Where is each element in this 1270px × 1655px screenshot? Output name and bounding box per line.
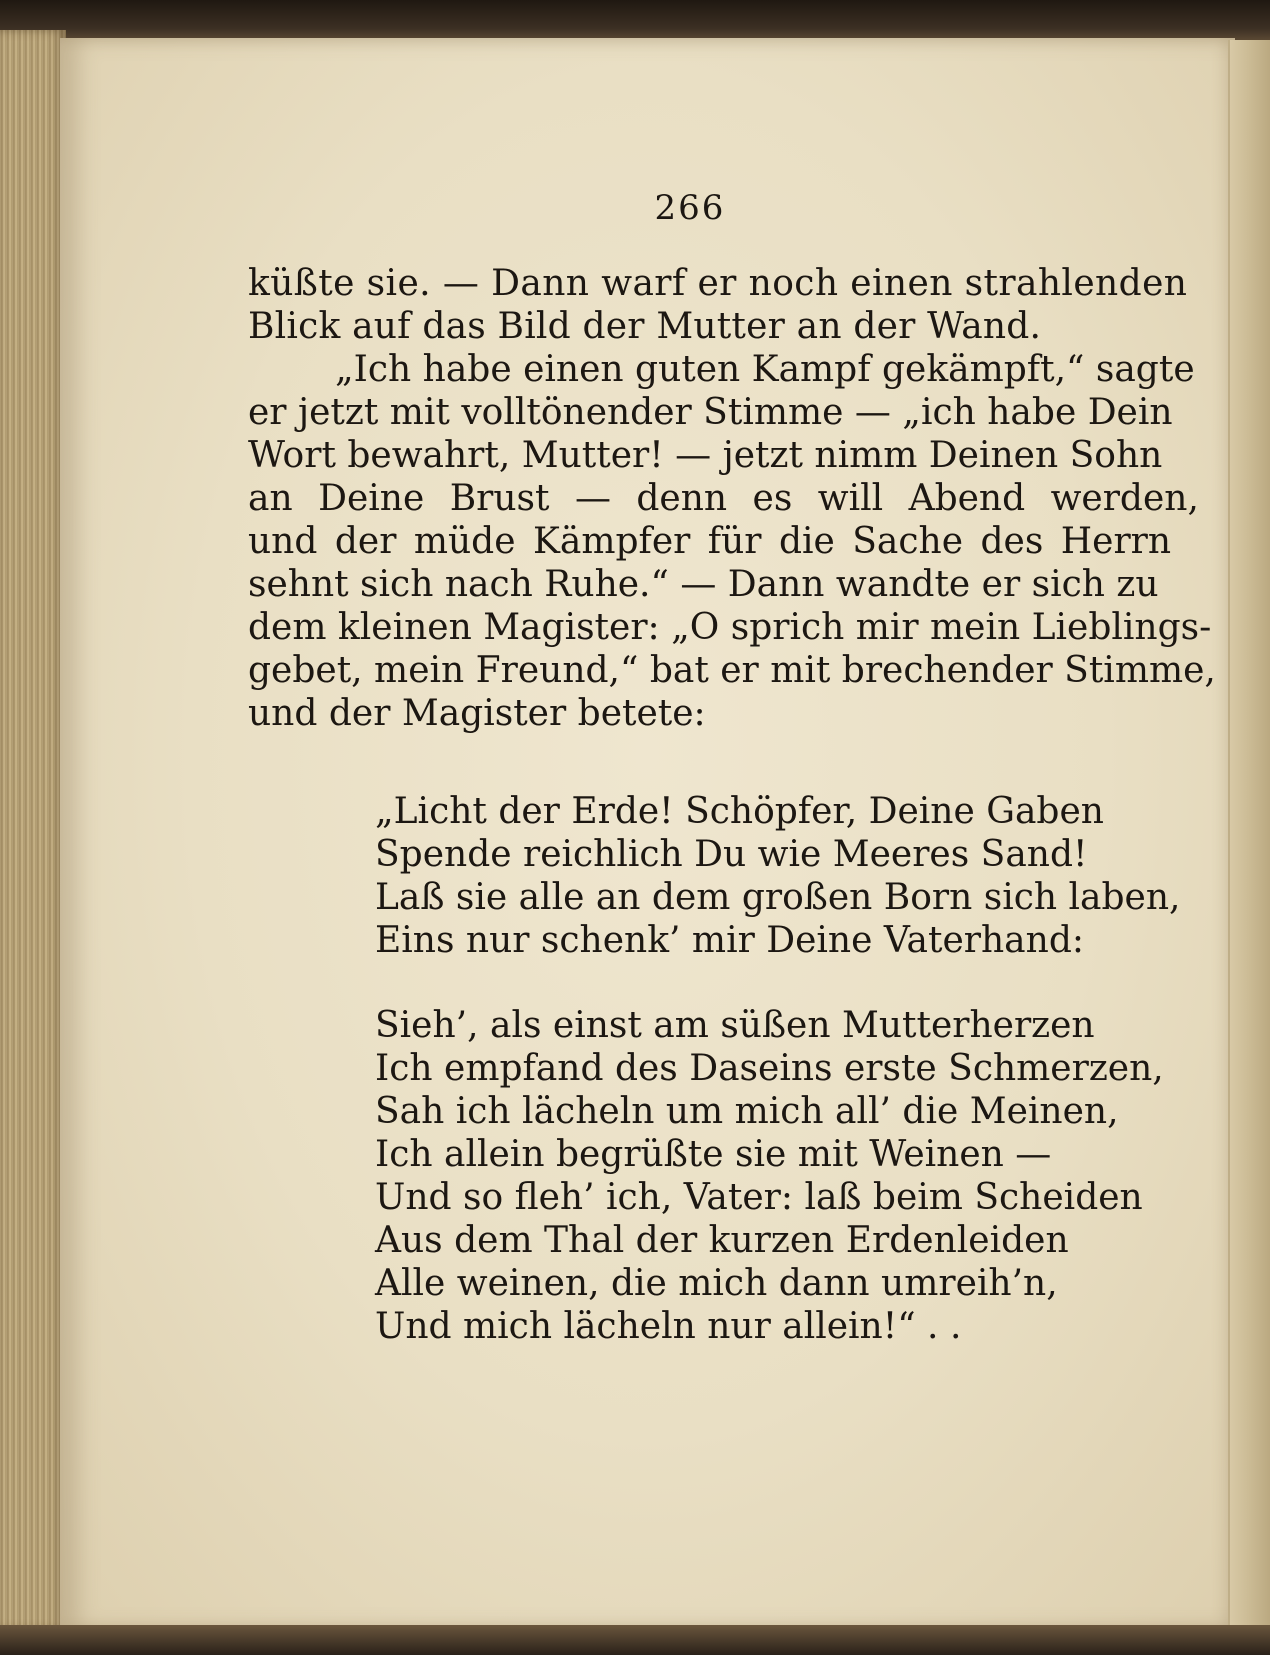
verse-line: Und mich lächeln nur allein!“ . . — [375, 1306, 962, 1347]
verse-line: Sieh’, als einst am süßen Mutterherzen — [375, 1005, 1095, 1046]
prose-line: sehnt sich nach Ruhe.“ — Dann wandte er sich zu — [248, 564, 1159, 605]
verse-line: Spende reichlich Du wie Meeres Sand! — [375, 834, 1088, 875]
verse-line: Ich allein begrüßte sie mit Weinen — — [375, 1134, 1052, 1175]
verse-line: Alle weinen, die mich dann umreih’n, — [375, 1263, 1058, 1304]
verse-line: Sah ich lächeln um mich all’ die Meinen, — [375, 1091, 1119, 1132]
prose-line: Wort bewahrt, Mutter! — jetzt nimm Deinen Sohn — [248, 435, 1163, 476]
verse-line: „Licht der Erde! Schöpfer, Deine Gaben — [375, 791, 1104, 832]
verse-line: Laß sie alle an dem großen Born sich laben, — [375, 877, 1181, 918]
verse-line: Ich empfand des Daseins erste Schmerzen, — [375, 1048, 1164, 1089]
binding-bottom-band — [0, 1625, 1270, 1655]
prose-line: küßte sie. — Dann warf er noch einen strahlenden — [248, 263, 1188, 304]
prose-line: „Ich habe einen guten Kampf gekämpft,“ sagte — [335, 349, 1195, 390]
prose-line: und der Magister betete: — [248, 693, 706, 734]
left-book-edge — [0, 30, 66, 1630]
prose-line: er jetzt mit volltönender Stimme — „ich habe Dein — [248, 392, 1173, 433]
right-page-edge — [1228, 40, 1270, 1630]
prose-line: an Deine Brust — denn es will Abend werden, — [248, 478, 1199, 519]
verse-line: Aus dem Thal der kurzen Erdenleiden — [375, 1220, 1069, 1261]
verse-line: Und so fleh’ ich, Vater: laß beim Scheiden — [375, 1177, 1143, 1218]
prose-line: dem kleinen Magister: „O sprich mir mein Lieblings- — [248, 607, 1212, 648]
prose-line: und der müde Kämpfer für die Sache des Herrn — [248, 521, 1172, 562]
prose-line: Blick auf das Bild der Mutter an der Wand. — [248, 306, 1042, 347]
binding-top-band — [0, 0, 1270, 40]
verse-line: Eins nur schenk’ mir Deine Vaterhand: — [375, 920, 1084, 961]
page-number: 266 — [654, 188, 726, 228]
prose-line: gebet, mein Freund,“ bat er mit brechender Stimme, — [248, 650, 1216, 691]
